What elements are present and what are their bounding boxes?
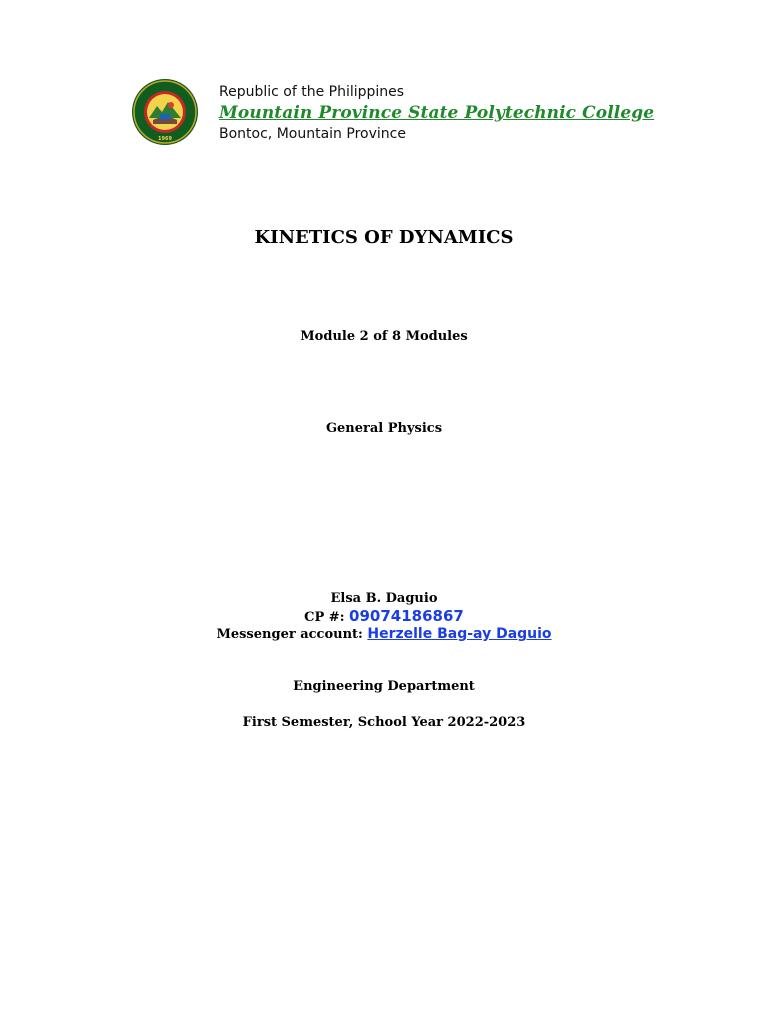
college-location: Bontoc, Mountain Province [219,126,406,142]
college-seal-icon [131,78,199,146]
contact-phone [0,607,768,625]
messenger-link[interactable]: Herzelle Bag-ay Daguio [367,626,552,642]
author-name: Elsa B. Daguio [330,591,438,606]
messenger-contact [0,626,768,642]
department: Engineering Department [293,679,475,694]
semester: First Semester, School Year 2022-2023 [242,715,526,730]
cp-label: CP #: [304,610,345,625]
letterhead-text [219,82,654,144]
letterhead [131,78,655,148]
college-name: Mountain Province State Polytechnic College [219,103,655,123]
messenger-label: Messenger account: [216,627,363,642]
module-number: Module 2 of 8 Modules [300,329,468,344]
document-title: KINETICS OF DYNAMICS [254,227,514,248]
phone-link[interactable]: 09074186867 [349,607,464,625]
subject-name: General Physics [325,421,443,436]
seal-year: 1969 [158,136,172,142]
republic-line: Republic of the Philippines [219,84,405,100]
